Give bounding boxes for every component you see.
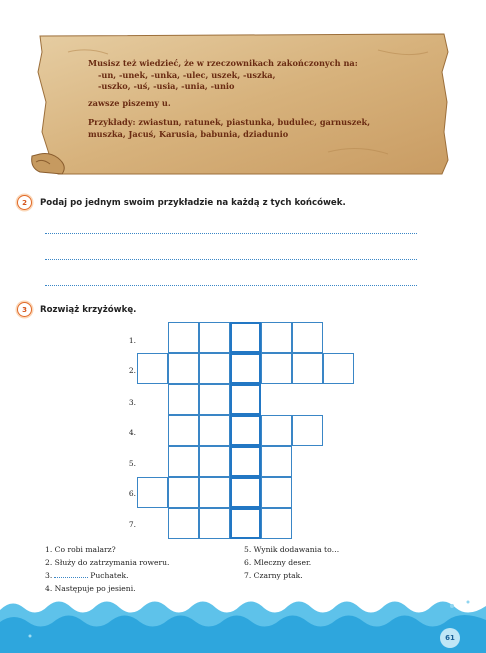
task-number-badge: 3	[17, 302, 32, 317]
crossword-cell-r6-c2[interactable]	[168, 477, 199, 508]
crossword-cell-r2-c6[interactable]	[292, 353, 323, 384]
row-label-1: 1.	[128, 336, 136, 345]
clue-7: 7. Czarny ptak.	[244, 571, 303, 580]
answer-line-2[interactable]	[45, 259, 417, 260]
crossword-cell-r7-c5[interactable]	[261, 508, 292, 539]
crossword-cell-r5-c5[interactable]	[261, 446, 292, 477]
endings-line-2: -uszko, -uś, -usia, -unia, -unio	[98, 81, 235, 92]
crossword-cell-r1-c6[interactable]	[292, 322, 323, 353]
crossword-cell-r2-c1[interactable]	[137, 353, 168, 384]
row-label-5: 5.	[128, 459, 136, 468]
crossword-cell-r6-c3[interactable]	[199, 477, 230, 508]
crossword-cell-r1-c2[interactable]	[168, 322, 199, 353]
crossword-key-cell-r2-c4[interactable]	[230, 353, 261, 384]
crossword-cell-r2-c7[interactable]	[323, 353, 354, 384]
clue-3-number: 3.	[45, 571, 53, 580]
info-scroll	[28, 32, 456, 182]
crossword-cell-r4-c2[interactable]	[168, 415, 199, 446]
crossword-cell-r4-c3[interactable]	[199, 415, 230, 446]
task-2-title: Podaj po jednym swoim przykładzie na każdą z tych końcówek.	[40, 197, 346, 208]
clue-2: 2. Służy do zatrzymania roweru.	[45, 558, 170, 567]
row-label-3: 3.	[128, 398, 136, 407]
clue-5: 5. Wynik dodawania to…	[244, 545, 340, 554]
examples-line-2: muszka, Jacuś, Karusia, babunia, dziadunio	[88, 128, 289, 139]
row-label-6: 6.	[128, 489, 136, 498]
answer-line-3[interactable]	[45, 285, 417, 286]
clue-3-text: Puchatek.	[90, 571, 129, 580]
waves-decoration	[0, 596, 486, 653]
task-3-header	[17, 302, 136, 317]
examples-line-1: Przykłady: zwiastun, ratunek, piastunka, budulec, garnuszek,	[88, 117, 371, 128]
crossword-cell-r4-c5[interactable]	[261, 415, 292, 446]
task-number-badge: 2	[17, 195, 32, 210]
row-label-4: 4.	[128, 428, 136, 437]
crossword-key-cell-r4-c4[interactable]	[230, 415, 261, 446]
row-label-2: 2.	[128, 366, 136, 375]
crossword-cell-r3-c3[interactable]	[199, 384, 230, 415]
crossword-cell-r3-c2[interactable]	[168, 384, 199, 415]
crossword-key-cell-r7-c4[interactable]	[230, 508, 261, 539]
clue-1: 1. Co robi malarz?	[45, 545, 116, 554]
crossword-cell-r2-c3[interactable]	[199, 353, 230, 384]
crossword-cell-r1-c3[interactable]	[199, 322, 230, 353]
crossword-cell-r2-c5[interactable]	[261, 353, 292, 384]
crossword-cell-r7-c3[interactable]	[199, 508, 230, 539]
clue-3-blank[interactable]	[54, 577, 88, 578]
crossword-key-cell-r3-c4[interactable]	[230, 384, 261, 415]
task-2-header	[17, 195, 346, 210]
crossword-key-cell-r5-c4[interactable]	[230, 446, 261, 477]
answer-line-1[interactable]	[45, 233, 417, 234]
crossword-cell-r1-c5[interactable]	[261, 322, 292, 353]
rule-text	[88, 58, 428, 141]
page-number: 61	[440, 628, 460, 648]
crossword-cell-r6-c1[interactable]	[137, 477, 168, 508]
clue-6: 6. Mleczny deser.	[244, 558, 312, 567]
crossword-key-cell-r6-c4[interactable]	[230, 477, 261, 508]
crossword-key-cell-r1-c4[interactable]	[230, 322, 261, 353]
task-3-title: Rozwiąż krzyżówkę.	[40, 304, 137, 315]
row-label-7: 7.	[128, 520, 136, 529]
crossword-cell-r2-c2[interactable]	[168, 353, 199, 384]
crossword-cell-r5-c2[interactable]	[168, 446, 199, 477]
rule-conclusion: zawsze piszemy u.	[88, 97, 171, 108]
clue-4: 4. Następuje po jesieni.	[45, 584, 136, 593]
crossword-cell-r7-c2[interactable]	[168, 508, 199, 539]
crossword-cell-r4-c6[interactable]	[292, 415, 323, 446]
clue-3	[45, 571, 128, 580]
endings-line-1: -un, -unek, -unka, -ulec, uszek, -uszka,	[98, 69, 276, 80]
rule-intro: Musisz też wiedzieć, że w rzeczownikach zakończonych na:	[88, 58, 358, 68]
crossword-cell-r6-c5[interactable]	[261, 477, 292, 508]
crossword-cell-r5-c3[interactable]	[199, 446, 230, 477]
